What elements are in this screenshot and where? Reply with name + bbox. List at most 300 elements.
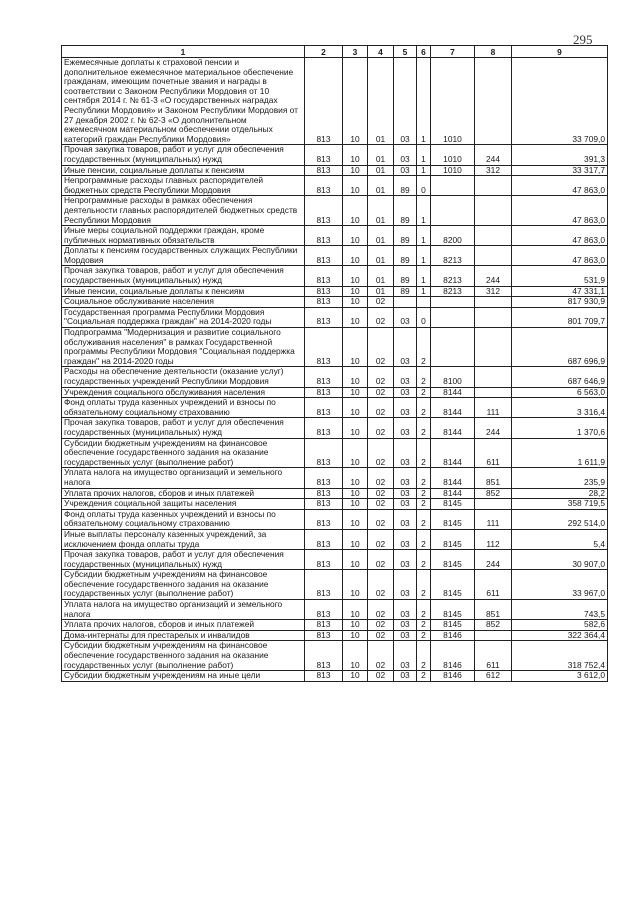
cell-code-2: 813	[305, 297, 343, 308]
table-row	[62, 499, 608, 510]
cell-name: Учреждения социального обслуживания населения	[62, 387, 305, 398]
column-header: 6	[417, 46, 431, 58]
table-row	[62, 570, 608, 600]
cell-code-6: 2	[417, 529, 431, 549]
budget-table	[61, 45, 608, 682]
cell-code-5: 03	[394, 387, 417, 398]
cell-amount: 47 331,1	[512, 286, 608, 297]
cell-code-7: 8145	[431, 620, 475, 631]
cell-code-7: 8144	[431, 438, 475, 468]
cell-code-8	[475, 307, 512, 327]
table-row	[62, 58, 608, 145]
cell-code-2: 813	[305, 58, 343, 145]
cell-code-7: 8213	[431, 246, 475, 266]
cell-name: Уплата прочих налогов, сборов и иных платежей	[62, 488, 305, 499]
cell-code-4: 02	[368, 600, 394, 620]
cell-code-3: 10	[343, 226, 368, 246]
cell-name: Иные выплаты персоналу казенных учреждений, за исключением фонда оплаты труда	[62, 529, 305, 549]
cell-code-8	[475, 226, 512, 246]
cell-code-7	[431, 196, 475, 226]
cell-code-5: 89	[394, 246, 417, 266]
cell-code-8	[475, 499, 512, 510]
cell-name: Фонд оплаты труда казенных учреждений и взносы по обязательному социальному страхованию	[62, 509, 305, 529]
cell-code-3: 10	[343, 165, 368, 176]
table-row	[62, 488, 608, 499]
cell-code-6: 1	[417, 165, 431, 176]
page-number: 295	[573, 32, 593, 47]
cell-amount: 3 316,4	[512, 398, 608, 418]
cell-code-8: 312	[475, 165, 512, 176]
cell-amount: 47 863,0	[512, 226, 608, 246]
cell-code-2: 813	[305, 286, 343, 297]
cell-code-5: 03	[394, 398, 417, 418]
cell-amount: 322 364,4	[512, 630, 608, 641]
cell-amount: 743,5	[512, 600, 608, 620]
cell-code-4: 02	[368, 418, 394, 438]
cell-code-8: 244	[475, 145, 512, 165]
cell-code-2: 813	[305, 499, 343, 510]
cell-amount: 30 907,0	[512, 550, 608, 570]
cell-amount: 801 709,7	[512, 307, 608, 327]
cell-amount: 358 719,5	[512, 499, 608, 510]
cell-code-2: 813	[305, 509, 343, 529]
table-row	[62, 266, 608, 286]
table-row	[62, 145, 608, 165]
cell-code-8	[475, 58, 512, 145]
cell-code-8: 851	[475, 600, 512, 620]
cell-code-6: 1	[417, 196, 431, 226]
cell-code-8: 852	[475, 620, 512, 631]
cell-code-2: 813	[305, 468, 343, 488]
table-row	[62, 196, 608, 226]
cell-code-6: 2	[417, 468, 431, 488]
cell-name: Уплата налога на имущество организаций и земельного налога	[62, 468, 305, 488]
cell-name: Непрограммные расходы главных распорядителей бюджетных средств Республики Мордовия	[62, 176, 305, 196]
cell-code-4: 02	[368, 367, 394, 387]
cell-code-5: 03	[394, 641, 417, 671]
cell-code-2: 813	[305, 600, 343, 620]
cell-name: Учреждения социальной защиты населения	[62, 499, 305, 510]
cell-code-3: 10	[343, 176, 368, 196]
cell-code-4: 02	[368, 438, 394, 468]
table-row	[62, 398, 608, 418]
cell-name: Подпрограмма "Модернизация и развитие социального обслуживания населения" в рамках Государственной программы Республики Мордовия "Социальная поддержка граждан" на 2014-2020 годы	[62, 328, 305, 367]
cell-amount: 47 863,0	[512, 196, 608, 226]
cell-code-5: 03	[394, 488, 417, 499]
cell-code-3: 10	[343, 58, 368, 145]
cell-code-7: 8213	[431, 266, 475, 286]
cell-code-7: 1010	[431, 58, 475, 145]
cell-code-6: 2	[417, 620, 431, 631]
cell-code-8	[475, 246, 512, 266]
cell-code-3: 10	[343, 499, 368, 510]
cell-name: Доплаты к пенсиям государственных служащих Республики Мордовия	[62, 246, 305, 266]
cell-amount: 33 967,0	[512, 570, 608, 600]
cell-code-2: 813	[305, 246, 343, 266]
cell-name: Субсидии бюджетным учреждениям на финансовое обеспечение государственного задания на оказание государственных услуг (выполнение работ)	[62, 438, 305, 468]
cell-code-3: 10	[343, 641, 368, 671]
cell-code-7: 8200	[431, 226, 475, 246]
cell-amount: 391,3	[512, 145, 608, 165]
cell-code-4: 01	[368, 246, 394, 266]
cell-code-2: 813	[305, 398, 343, 418]
cell-amount: 47 863,0	[512, 176, 608, 196]
cell-code-5: 03	[394, 570, 417, 600]
table-row	[62, 418, 608, 438]
cell-code-5: 03	[394, 468, 417, 488]
cell-code-4: 02	[368, 550, 394, 570]
cell-code-7: 8145	[431, 600, 475, 620]
column-header: 8	[475, 46, 512, 58]
cell-code-5: 03	[394, 165, 417, 176]
cell-code-2: 813	[305, 367, 343, 387]
table-row	[62, 165, 608, 176]
cell-code-8	[475, 387, 512, 398]
cell-code-6: 2	[417, 550, 431, 570]
cell-code-8: 852	[475, 488, 512, 499]
cell-name: Ежемесячные доплаты к страховой пенсии и дополнительное ежемесячное материальное обеспечение гражданам, имеющим почетные звания и награды в соответствии с Законом Республики Мордовия от 10 сентября 2014 г. № 61-3 «О государственных наградах Республики Мордовия» и Законом Республики Мордовия от 27 декабря 2002 г. № 62-3 «О дополнительном ежемесячном материальном обеспечении отдельных категорий граждан Республики Мордовия»	[62, 58, 305, 145]
cell-code-7: 8145	[431, 570, 475, 600]
cell-code-7: 1010	[431, 145, 475, 165]
cell-code-8	[475, 328, 512, 367]
cell-code-3: 10	[343, 398, 368, 418]
cell-code-2: 813	[305, 145, 343, 165]
cell-amount: 582,6	[512, 620, 608, 631]
table-row	[62, 307, 608, 327]
cell-code-2: 813	[305, 266, 343, 286]
cell-code-7: 8213	[431, 286, 475, 297]
cell-code-8: 611	[475, 641, 512, 671]
cell-code-8	[475, 297, 512, 308]
cell-code-8: 111	[475, 398, 512, 418]
column-header: 5	[394, 46, 417, 58]
cell-code-7	[431, 176, 475, 196]
cell-code-5: 03	[394, 328, 417, 367]
cell-code-3: 10	[343, 418, 368, 438]
cell-code-4: 02	[368, 641, 394, 671]
cell-code-3: 10	[343, 600, 368, 620]
cell-code-4: 02	[368, 630, 394, 641]
cell-name: Уплата прочих налогов, сборов и иных платежей	[62, 620, 305, 631]
cell-code-5: 03	[394, 145, 417, 165]
cell-code-5	[394, 297, 417, 308]
cell-code-7: 8146	[431, 630, 475, 641]
cell-code-3: 10	[343, 630, 368, 641]
cell-code-7: 8145	[431, 529, 475, 549]
cell-code-5: 03	[394, 600, 417, 620]
cell-code-7: 8100	[431, 367, 475, 387]
cell-name: Прочая закупка товаров, работ и услуг для обеспечения государственных (муниципальных) нужд	[62, 266, 305, 286]
cell-name: Уплата налога на имущество организаций и земельного налога	[62, 600, 305, 620]
cell-amount: 6 563,0	[512, 387, 608, 398]
cell-code-6	[417, 297, 431, 308]
table-row	[62, 387, 608, 398]
cell-code-7: 8145	[431, 499, 475, 510]
cell-name: Дома-интернаты для престарелых и инвалидов	[62, 630, 305, 641]
cell-code-3: 10	[343, 196, 368, 226]
cell-name: Непрограммные расходы в рамках обеспечения деятельности главных распорядителей бюджетных средств Республики Мордовия	[62, 196, 305, 226]
column-header: 9	[512, 46, 608, 58]
cell-code-6: 0	[417, 307, 431, 327]
cell-code-4: 02	[368, 297, 394, 308]
cell-name: Расходы на обеспечение деятельности (оказание услуг) государственных учреждений Республики Мордовия	[62, 367, 305, 387]
cell-code-7: 8144	[431, 398, 475, 418]
cell-code-8	[475, 196, 512, 226]
cell-name: Фонд оплаты труда казенных учреждений и взносы по обязательному социальному страхованию	[62, 398, 305, 418]
cell-code-5: 03	[394, 509, 417, 529]
cell-code-2: 813	[305, 671, 343, 682]
cell-code-4: 02	[368, 468, 394, 488]
cell-code-3: 10	[343, 246, 368, 266]
cell-code-8: 244	[475, 266, 512, 286]
cell-code-8	[475, 176, 512, 196]
table-row	[62, 620, 608, 631]
cell-amount: 33 317,7	[512, 165, 608, 176]
cell-code-6: 2	[417, 387, 431, 398]
cell-code-7: 8144	[431, 418, 475, 438]
cell-code-6: 2	[417, 570, 431, 600]
cell-code-2: 813	[305, 165, 343, 176]
cell-code-5: 03	[394, 367, 417, 387]
cell-code-4: 02	[368, 529, 394, 549]
cell-code-6: 1	[417, 246, 431, 266]
cell-code-6: 2	[417, 328, 431, 367]
cell-code-8: 244	[475, 550, 512, 570]
cell-code-6: 0	[417, 176, 431, 196]
cell-code-5: 89	[394, 226, 417, 246]
cell-code-2: 813	[305, 328, 343, 367]
cell-name: Прочая закупка товаров, работ и услуг для обеспечения государственных (муниципальных) нужд	[62, 418, 305, 438]
cell-code-6: 2	[417, 367, 431, 387]
table-row	[62, 529, 608, 549]
cell-code-2: 813	[305, 418, 343, 438]
cell-code-6: 2	[417, 641, 431, 671]
cell-name: Субсидии бюджетным учреждениям на финансовое обеспечение государственного задания на оказание государственных услуг (выполнение работ)	[62, 570, 305, 600]
cell-code-5: 03	[394, 307, 417, 327]
cell-code-4: 02	[368, 328, 394, 367]
column-header: 4	[368, 46, 394, 58]
cell-code-3: 10	[343, 570, 368, 600]
cell-code-4: 02	[368, 509, 394, 529]
cell-name: Субсидии бюджетным учреждениям на финансовое обеспечение государственного задания на оказание государственных услуг (выполнение работ)	[62, 641, 305, 671]
table-row	[62, 509, 608, 529]
cell-code-7: 1010	[431, 165, 475, 176]
cell-amount: 1 611,9	[512, 438, 608, 468]
table-row	[62, 286, 608, 297]
cell-name: Иные пенсии, социальные доплаты к пенсиям	[62, 286, 305, 297]
cell-code-3: 10	[343, 297, 368, 308]
cell-code-7: 8145	[431, 550, 475, 570]
cell-code-8: 112	[475, 529, 512, 549]
cell-code-8: 312	[475, 286, 512, 297]
cell-code-7: 8144	[431, 468, 475, 488]
cell-code-8: 611	[475, 570, 512, 600]
cell-name: Государственная программа Республики Мордовия "Социальная поддержка граждан" на 2014-2020 годы	[62, 307, 305, 327]
cell-code-4: 01	[368, 196, 394, 226]
cell-code-5: 03	[394, 438, 417, 468]
cell-amount: 292 514,0	[512, 509, 608, 529]
cell-code-4: 02	[368, 570, 394, 600]
cell-code-2: 813	[305, 226, 343, 246]
cell-code-2: 813	[305, 630, 343, 641]
cell-code-8: 611	[475, 438, 512, 468]
table-row	[62, 176, 608, 196]
cell-code-5: 03	[394, 499, 417, 510]
cell-code-8: 111	[475, 509, 512, 529]
cell-code-5: 03	[394, 671, 417, 682]
cell-amount: 817 930,9	[512, 297, 608, 308]
cell-code-5: 03	[394, 620, 417, 631]
cell-amount: 1 370,6	[512, 418, 608, 438]
cell-code-3: 10	[343, 307, 368, 327]
cell-code-4: 01	[368, 226, 394, 246]
cell-code-3: 10	[343, 488, 368, 499]
cell-code-3: 10	[343, 387, 368, 398]
cell-code-5: 03	[394, 550, 417, 570]
cell-name: Иные пенсии, социальные доплаты к пенсиям	[62, 165, 305, 176]
cell-amount: 531,9	[512, 266, 608, 286]
table-row	[62, 438, 608, 468]
cell-code-6: 2	[417, 438, 431, 468]
cell-code-6: 2	[417, 488, 431, 499]
cell-code-3: 10	[343, 286, 368, 297]
table-row	[62, 641, 608, 671]
cell-code-6: 1	[417, 58, 431, 145]
cell-code-8: 851	[475, 468, 512, 488]
cell-code-3: 10	[343, 550, 368, 570]
cell-amount: 3 612,0	[512, 671, 608, 682]
cell-amount: 33 709,0	[512, 58, 608, 145]
column-header: 7	[431, 46, 475, 58]
cell-code-4: 02	[368, 307, 394, 327]
cell-code-5: 03	[394, 58, 417, 145]
cell-amount: 687 696,9	[512, 328, 608, 367]
cell-code-3: 10	[343, 266, 368, 286]
column-header: 3	[343, 46, 368, 58]
cell-code-4: 01	[368, 145, 394, 165]
table-header-row	[62, 46, 608, 58]
cell-name: Иные меры социальной поддержки граждан, кроме публичных нормативных обязательств	[62, 226, 305, 246]
cell-amount: 318 752,4	[512, 641, 608, 671]
cell-code-4: 01	[368, 165, 394, 176]
cell-amount: 47 863,0	[512, 246, 608, 266]
cell-code-7: 8144	[431, 488, 475, 499]
cell-code-3: 10	[343, 620, 368, 631]
cell-code-5: 89	[394, 286, 417, 297]
cell-code-5: 03	[394, 418, 417, 438]
cell-code-7	[431, 328, 475, 367]
cell-code-4: 01	[368, 286, 394, 297]
cell-code-3: 10	[343, 438, 368, 468]
cell-amount: 5,4	[512, 529, 608, 549]
column-header: 2	[305, 46, 343, 58]
cell-code-5: 03	[394, 630, 417, 641]
cell-code-2: 813	[305, 570, 343, 600]
cell-code-7: 8146	[431, 641, 475, 671]
cell-code-6: 2	[417, 671, 431, 682]
cell-code-7: 8146	[431, 671, 475, 682]
table-row	[62, 468, 608, 488]
cell-code-8	[475, 630, 512, 641]
cell-code-6: 1	[417, 266, 431, 286]
cell-code-5: 89	[394, 196, 417, 226]
cell-code-7	[431, 307, 475, 327]
cell-code-2: 813	[305, 387, 343, 398]
cell-code-2: 813	[305, 529, 343, 549]
cell-code-3: 10	[343, 145, 368, 165]
cell-amount: 687 646,9	[512, 367, 608, 387]
cell-code-4: 02	[368, 499, 394, 510]
cell-code-6: 2	[417, 398, 431, 418]
cell-name: Социальное обслуживание населения	[62, 297, 305, 308]
cell-code-6: 2	[417, 630, 431, 641]
cell-code-2: 813	[305, 641, 343, 671]
cell-code-2: 813	[305, 196, 343, 226]
table-row	[62, 600, 608, 620]
cell-code-3: 10	[343, 367, 368, 387]
cell-code-6: 2	[417, 499, 431, 510]
cell-code-2: 813	[305, 488, 343, 499]
cell-code-4: 01	[368, 58, 394, 145]
table-row	[62, 246, 608, 266]
cell-code-3: 10	[343, 328, 368, 367]
cell-code-7	[431, 297, 475, 308]
cell-code-4: 01	[368, 176, 394, 196]
cell-code-2: 813	[305, 620, 343, 631]
cell-code-7: 8145	[431, 509, 475, 529]
cell-code-7: 8144	[431, 387, 475, 398]
table-row	[62, 671, 608, 682]
cell-code-6: 1	[417, 145, 431, 165]
cell-code-3: 10	[343, 509, 368, 529]
table-row	[62, 550, 608, 570]
cell-code-3: 10	[343, 529, 368, 549]
cell-code-8: 612	[475, 671, 512, 682]
table-row	[62, 630, 608, 641]
cell-code-2: 813	[305, 550, 343, 570]
cell-code-4: 02	[368, 671, 394, 682]
cell-code-8	[475, 367, 512, 387]
cell-amount: 235,9	[512, 468, 608, 488]
cell-code-4: 02	[368, 387, 394, 398]
cell-code-8: 244	[475, 418, 512, 438]
table-row	[62, 367, 608, 387]
cell-code-5: 89	[394, 176, 417, 196]
cell-code-2: 813	[305, 176, 343, 196]
cell-code-6: 2	[417, 600, 431, 620]
cell-code-6: 2	[417, 418, 431, 438]
cell-code-4: 02	[368, 398, 394, 418]
cell-code-3: 10	[343, 671, 368, 682]
cell-code-6: 1	[417, 286, 431, 297]
cell-code-4: 02	[368, 488, 394, 499]
table-row	[62, 328, 608, 367]
cell-code-5: 89	[394, 266, 417, 286]
cell-code-2: 813	[305, 307, 343, 327]
cell-code-3: 10	[343, 468, 368, 488]
cell-code-4: 01	[368, 266, 394, 286]
cell-name: Прочая закупка товаров, работ и услуг для обеспечения государственных (муниципальных) нужд	[62, 145, 305, 165]
table-row	[62, 226, 608, 246]
table-row	[62, 297, 608, 308]
cell-code-4: 02	[368, 620, 394, 631]
cell-code-2: 813	[305, 438, 343, 468]
cell-code-6: 2	[417, 509, 431, 529]
cell-name: Прочая закупка товаров, работ и услуг для обеспечения государственных (муниципальных) нужд	[62, 550, 305, 570]
cell-amount: 28,2	[512, 488, 608, 499]
column-header: 1	[62, 46, 305, 58]
cell-code-5: 03	[394, 529, 417, 549]
